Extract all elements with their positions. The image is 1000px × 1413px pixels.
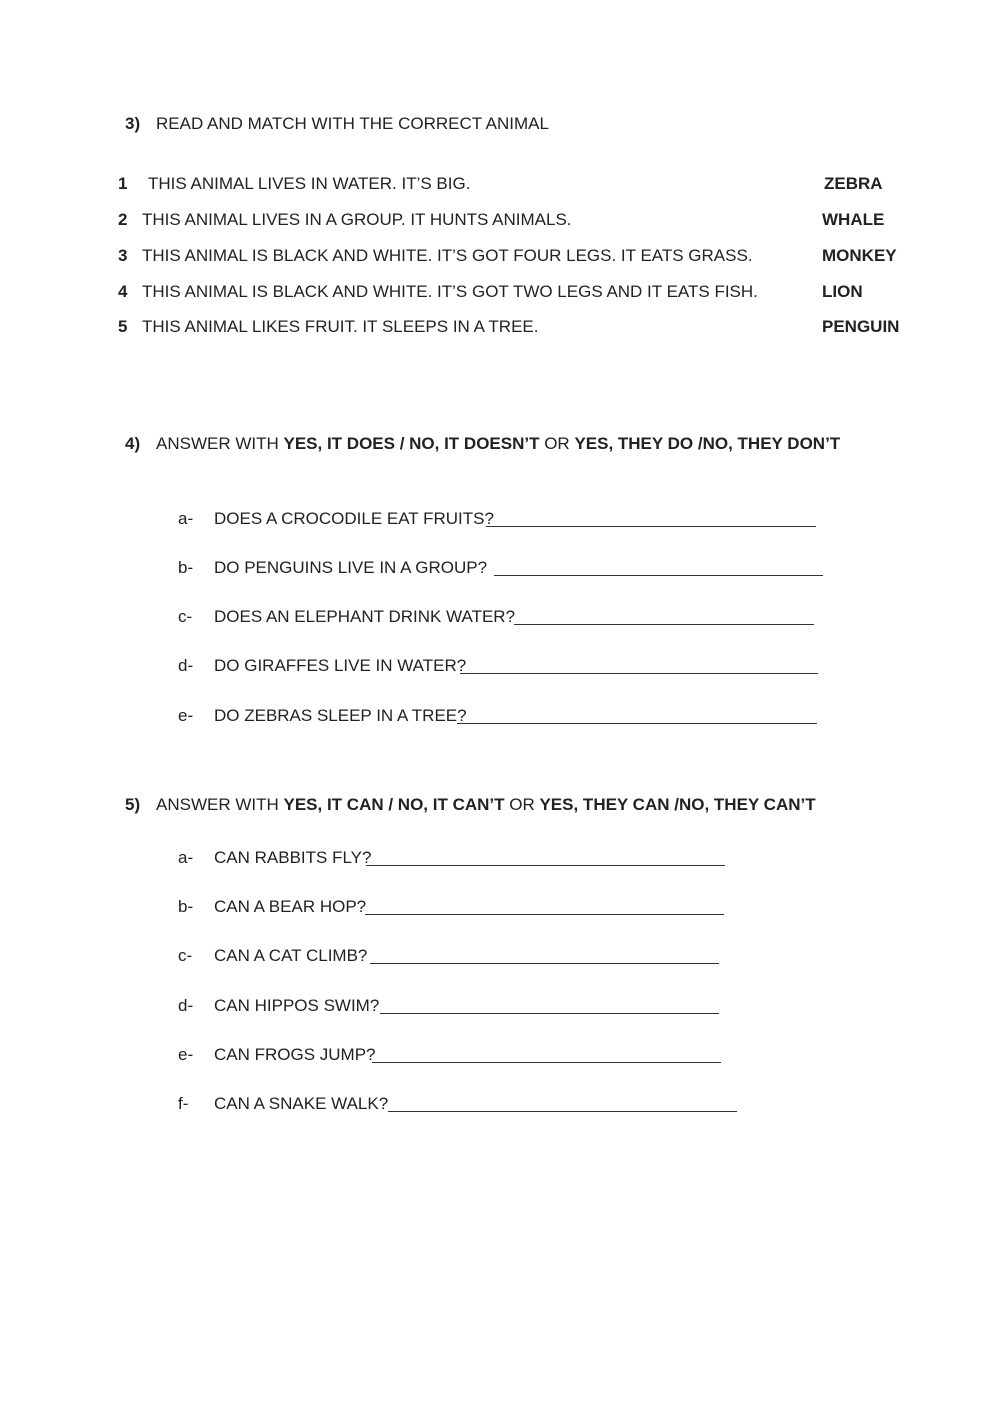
answer-line[interactable] (372, 1062, 721, 1063)
question-text: CAN A SNAKE WALK? (214, 1094, 389, 1113)
question-letter: c- (178, 946, 193, 965)
answer-option-1: YES, IT DOES / NO, IT DOESN’T (283, 434, 540, 453)
question-text: DO GIRAFFES LIVE IN WATER? (214, 656, 467, 675)
match-item-number: 3 (118, 246, 128, 265)
question-text: DO ZEBRAS SLEEP IN A TREE? (214, 706, 467, 725)
animal-option: WHALE (822, 210, 885, 229)
question-letter: f- (178, 1094, 189, 1113)
match-item-text: THIS ANIMAL IS BLACK AND WHITE. IT’S GOT TWO LEGS AND IT EATS FISH. (142, 282, 758, 301)
answer-option-2: YES, THEY CAN /NO, THEY CAN’T (539, 795, 816, 814)
instruction-connector: OR (504, 795, 540, 814)
animal-option: PENGUIN (822, 317, 900, 336)
match-item-number: 1 (118, 174, 128, 193)
section-3-title: READ AND MATCH WITH THE CORRECT ANIMAL (156, 114, 549, 133)
animal-option: LION (822, 282, 863, 301)
question-letter: a- (178, 848, 194, 867)
section-4-instruction (156, 434, 840, 454)
match-item-number: 2 (118, 210, 128, 229)
answer-line[interactable] (494, 575, 823, 576)
answer-line[interactable] (514, 624, 814, 625)
match-item-text: THIS ANIMAL LIVES IN A GROUP. IT HUNTS ANIMALS. (142, 210, 572, 229)
match-item-number: 5 (118, 317, 128, 336)
section-5-instruction (156, 795, 816, 815)
answer-line[interactable] (388, 1111, 737, 1112)
match-item-text: THIS ANIMAL LIVES IN WATER. IT’S BIG. (148, 174, 471, 193)
section-3-number: 3) (125, 114, 141, 133)
question-text: DOES A CROCODILE EAT FRUITS? (214, 509, 494, 528)
question-letter: b- (178, 558, 194, 577)
question-text: CAN RABBITS FLY? (214, 848, 372, 867)
instruction-connector: OR (539, 434, 575, 453)
instruction-intro: ANSWER WITH (156, 434, 284, 453)
section-4-number: 4) (125, 434, 141, 453)
animal-option: ZEBRA (824, 174, 883, 193)
question-letter: e- (178, 1045, 194, 1064)
question-text: DO PENGUINS LIVE IN A GROUP? (214, 558, 488, 577)
answer-option-2: YES, THEY DO /NO, THEY DON’T (574, 434, 841, 453)
question-letter: a- (178, 509, 194, 528)
question-letter: e- (178, 706, 194, 725)
question-letter: d- (178, 996, 194, 1015)
answer-line[interactable] (457, 723, 817, 724)
question-letter: d- (178, 656, 194, 675)
answer-line[interactable] (366, 865, 725, 866)
answer-line[interactable] (380, 1013, 719, 1014)
match-item-text: THIS ANIMAL LIKES FRUIT. IT SLEEPS IN A TREE. (142, 317, 539, 336)
question-text: CAN FROGS JUMP? (214, 1045, 376, 1064)
question-text: CAN HIPPOS SWIM? (214, 996, 380, 1015)
answer-line[interactable] (365, 914, 724, 915)
section-5-number: 5) (125, 795, 141, 814)
question-text: CAN A BEAR HOP? (214, 897, 367, 916)
match-item-number: 4 (118, 282, 128, 301)
animal-option: MONKEY (822, 246, 897, 265)
question-text: DOES AN ELEPHANT DRINK WATER? (214, 607, 516, 626)
answer-line[interactable] (370, 963, 719, 964)
answer-line[interactable] (460, 673, 818, 674)
answer-option-1: YES, IT CAN / NO, IT CAN’T (283, 795, 505, 814)
answer-line[interactable] (486, 526, 816, 527)
match-item-text: THIS ANIMAL IS BLACK AND WHITE. IT’S GOT FOUR LEGS. IT EATS GRASS. (142, 246, 753, 265)
question-letter: c- (178, 607, 193, 626)
question-text: CAN A CAT CLIMB? (214, 946, 368, 965)
question-letter: b- (178, 897, 194, 916)
instruction-intro: ANSWER WITH (156, 795, 284, 814)
